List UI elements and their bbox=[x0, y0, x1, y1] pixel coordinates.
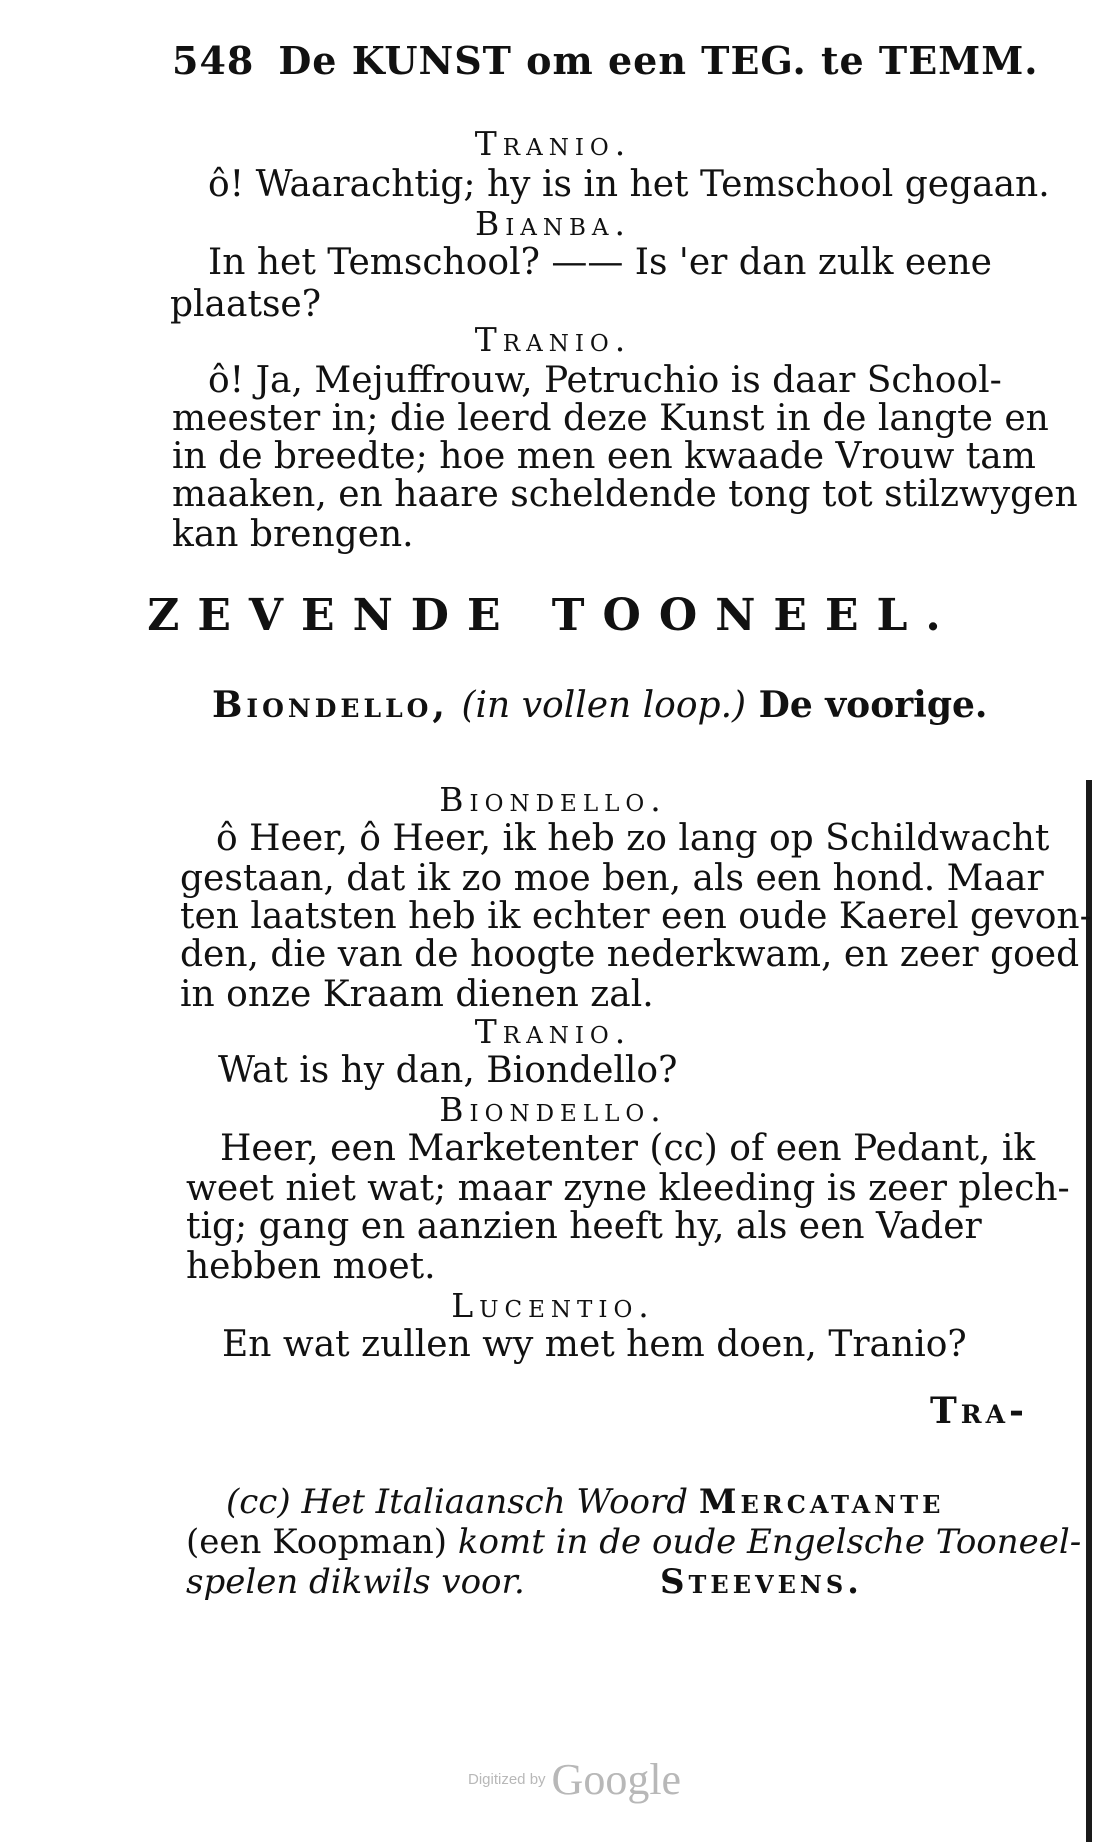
speaker-tranio: Tranio. bbox=[474, 124, 632, 163]
footnote-text: komt in de oude Engelsche Tooneel- bbox=[457, 1522, 1082, 1562]
speech-line: in de breedte; hoe men een kwaade Vrouw tam bbox=[172, 436, 1036, 477]
stage-action: (in vollen loop.) bbox=[461, 685, 747, 726]
speaker-tranio: Tranio. bbox=[474, 320, 632, 359]
catchword: Tra- bbox=[930, 1390, 1028, 1432]
speaker-bianba: Bianba. bbox=[474, 204, 632, 243]
speech-line: ô! Ja, Mejuffrouw, Petruchio is daar School- bbox=[208, 360, 1002, 401]
speech-line: tig; gang en aanzien heeft hy, als een Vader bbox=[186, 1206, 982, 1247]
running-title: De KUNST om een TEG. te TEMM. bbox=[278, 38, 1039, 83]
speech-line: ten laatsten heb ik echter een oude Kaerel gevon- bbox=[180, 896, 1092, 937]
footnote-text: Het Italiaansch Woord bbox=[301, 1482, 689, 1522]
google-logo: Google bbox=[551, 1755, 682, 1804]
speech-line: kan brengen. bbox=[172, 514, 414, 555]
footnote-source bbox=[660, 1562, 863, 1602]
speech-line: hebben moet. bbox=[186, 1246, 436, 1287]
running-header bbox=[172, 38, 1039, 83]
footnote-text: (een Koopman) bbox=[186, 1522, 448, 1562]
stage-others: De voorige. bbox=[758, 684, 988, 726]
speech-line: ô! Waarachtig; hy is in het Temschool gegaan. bbox=[208, 164, 1050, 205]
footnote-text: spelen dikwils voor. bbox=[186, 1562, 525, 1602]
stage-direction bbox=[212, 684, 987, 726]
footnote-word: Mercatante bbox=[698, 1482, 945, 1522]
stage-character: Biondello, bbox=[212, 684, 449, 726]
page-number: 548 bbox=[172, 38, 255, 83]
watermark-caption: Digitized by bbox=[468, 1771, 546, 1788]
footnote-line bbox=[186, 1522, 1081, 1562]
speaker-biondello: Biondello. bbox=[439, 1090, 667, 1129]
speech-line: Heer, een Marketenter (cc) of een Pedant, ik bbox=[220, 1128, 1036, 1169]
footnote-line bbox=[226, 1482, 944, 1522]
speaker-tranio: Tranio. bbox=[474, 1012, 632, 1051]
digitized-watermark bbox=[468, 1754, 681, 1805]
speech-line: den, die van de hoogte nederkwam, en zeer goed bbox=[180, 934, 1080, 975]
speech-line: maaken, en haare scheldende tong tot stilzwygen bbox=[172, 474, 1078, 515]
speech-line: Wat is hy dan, Biondello? bbox=[218, 1050, 678, 1091]
speech-line: plaatse? bbox=[170, 284, 322, 325]
speech-line: En wat zullen wy met hem doen, Tranio? bbox=[222, 1324, 967, 1365]
speech-line: meester in; die leerd deze Kunst in de langte en bbox=[172, 398, 1049, 439]
footnote-attribution: Steevens. bbox=[660, 1562, 864, 1602]
speech-line: in onze Kraam dienen zal. bbox=[180, 974, 654, 1015]
scene-heading: ZEVENDE TOONEEL. bbox=[147, 590, 959, 641]
speech-line: ô Heer, ô Heer, ik heb zo lang op Schildwacht bbox=[216, 818, 1050, 859]
speech-line: In het Temschool? —— Is 'er dan zulk eene bbox=[208, 242, 992, 283]
footnote-marker: (cc) bbox=[226, 1482, 291, 1522]
speaker-lucentio: Lucentio. bbox=[451, 1286, 655, 1325]
speech-line: gestaan, dat ik zo moe ben, als een hond. Maar bbox=[180, 858, 1044, 899]
speaker-biondello: Biondello. bbox=[439, 780, 667, 819]
footnote-line bbox=[186, 1562, 525, 1602]
speech-line: weet niet wat; maar zyne kleeding is zeer plech- bbox=[186, 1168, 1070, 1209]
